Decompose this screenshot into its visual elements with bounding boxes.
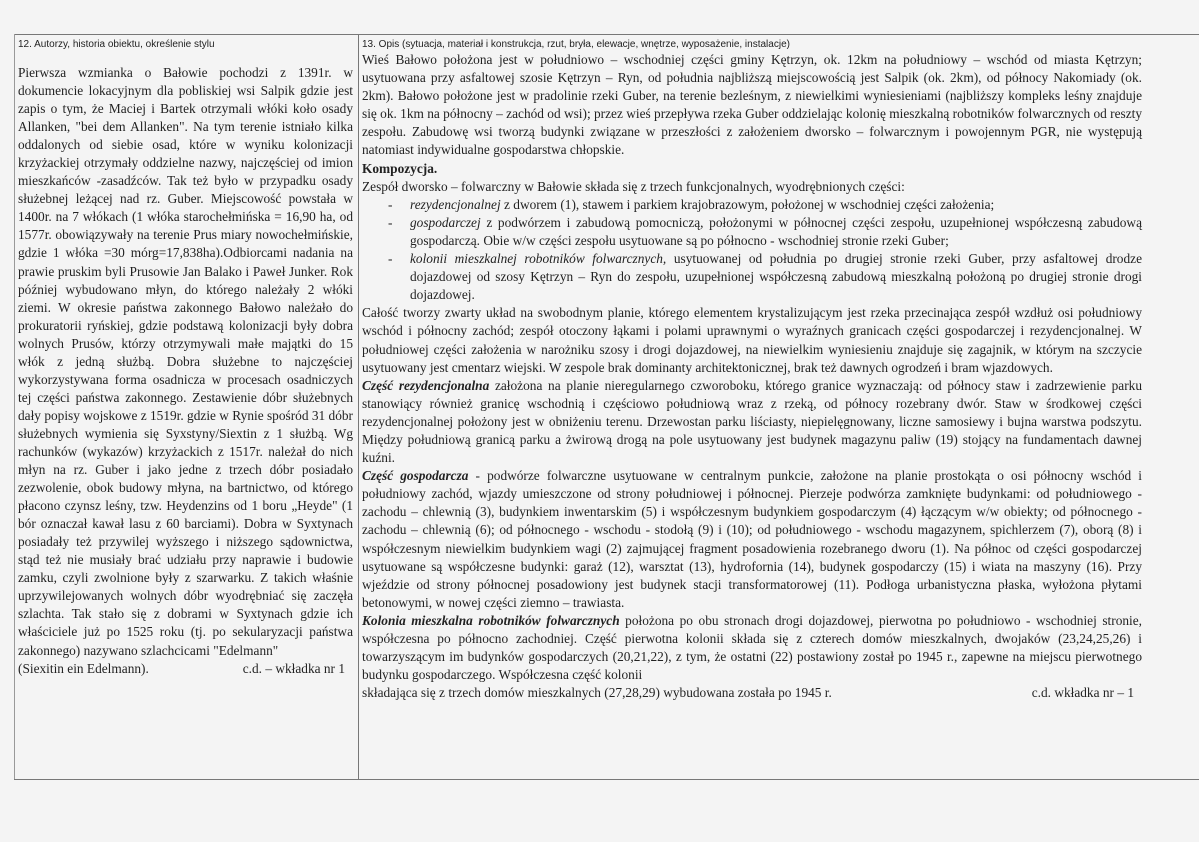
list-term: gospodarczej <box>410 214 481 230</box>
history-paragraph: Pierwsza wzmianka o Bałowie pochodzi z 1391r. w dokumencie lokacyjnym dla pobliskiej wsi Salpik gdzie jest zapis o tym, że Maciej i Bartek otrzymali włóki koło osady Allanken, "bei dem Allanken". Na tym terenie istniało kilka oddalonych od siebie osad, które w wyniku kolonizacji krzyżackiej otrzymały oddzielne nazwy, najczęściej od imion mieszkańców -zasadźców. Tak też było w przypadku osady służebnej leżącej nad rz. Guber. Miejscowość powstała w 1400r. na 7 włókach (1 włóka starochełmińska = 16,90 ha, od 1577r. obowiązywały na terenie Prus miary nowochełmińskie, gdzie 1 włóka =30 mórg=17,838ha).Odbiorcami nadania na prawie pruskim byli Prusowie Jan Balako i Paweł Junker. Rok później wybudowano młyn, do którego należały 2 włóki ziemi. W okresie państwa zakonnego Bałowo należało do prokuratorii ryńskiej, gdzie podstawą kolonizacji były dobra wolnych Prusów, którzy otrzymywali małe majątki do 15 włók z jedną służbą. Dobra służebne to najczęściej wykorzystywana forma osadnicza w procesach osadniczych tej części państwa zakonnego. Zestawienie dóbr służebnych dały popisy wojskowe z 1519r. gdzie w Rynie spośród 31 dóbr służebnych wymienia się Syxstyny/Siextin z 1 służbą. Wg rachunków (wykazów) krzyżackich z 1517r. należał do nich młyn na rz. Guber i jako jedne z trzech dóbr posiadało zezwolenie, obok budowy młyna, na bartnictwo, od którego płacono czynsz leśny, tzw. Heydenzins od 1 boru „Heyde" (1 bór oznaczał kawał lasu z 60 barciami). Dobra w Syxtynach posiadały też przywilej wyższego i niższego sądownictwa, stąd też nie musiały brać udziału przy naprawie i budowie zamku, czyli zwolnione były z szarwarku. Z takich właśnie uprzywilejowanych wolnych dóbr wyodrębniać się zaczęła szlachta. Tak stało się z dobrami w Syxtynach gdzie ich właściciele już po 1525 roku (tj. po sekularyzacji państwa zakonnego) nazywano szlachcicami "Edelmann" <box>18 65 353 658</box>
list-text: z podwórzem i zabudową pomocniczą, położonymi w północnej części zespołu, uzupełnionej współczesną zabudową gospodarczą. Obie w/w części zespołu usytuowane są po północno - wschodniej stronie rzeki Guber; <box>410 214 1142 248</box>
composition-heading: Kompozycja. <box>362 160 438 176</box>
history-column <box>18 64 353 678</box>
section-13-header: 13. Opis (sytuacja, materiał i konstrukcja, rzut, bryła, elewacje, wnętrze, wyposażenie, instalacje) <box>362 39 790 50</box>
list-dash: - <box>388 251 393 267</box>
composition-intro: Zespół dworsko – folwarczny w Bałowie składa się z trzech funkcjonalnych, wyodrębnionych części: <box>362 178 905 194</box>
list-text: usytuowanej od południa po drugiej stronie rzeki Guber, przy asfaltowej drodze dojazdowej od szosy Kętrzyn – Ryn do zespołu, uzupełnionej współczesną zabudową mieszkalną położoną po drugiej stronie drogi dojazdowej. <box>410 251 1142 303</box>
section-12-header: 12. Autorzy, historia obiektu, określenie stylu <box>18 39 215 50</box>
residential-text: założona na planie nieregularnego czworoboku, którego granice wyznaczają: od północy staw i zadrzewienie parku stanowiący również granicę wschodnią i częściowo południową wraz z rzeką, od północy rozebrany dwór. Staw w środkowej części rezydencjonalnej położony jest w obniżeniu terenu. Drzewostan parku liściasty, niepielęgnowany, liczne samosiewy i bujna warstwa podszytu. Między południową granicą parku a żwirową drogą na pole usytuowany jest budynek magazynu paliw (19) stojący na fundamentach dawnej kuźni. <box>362 377 1142 466</box>
list-item <box>362 196 1142 214</box>
economic-paragraph <box>362 467 1142 612</box>
list-term: rezydencjonalnej <box>410 196 501 212</box>
list-item <box>362 214 1142 250</box>
parts-list <box>362 196 1142 305</box>
whole-paragraph: Całość tworzy zwarty układ na swobodnym planie, którego elementem krystalizującym jest rzeka przecinająca zespół wzdłuż osi południowy wschód i północny zachód; zespół otoczony łąkami i polami uprawnymi o wyraźnych granicach części gospodarczej i rezydencjonalnej. W południowej części założenia w narożniku szosy i drogi dojazdowej, na niewielkim wyniesieniu znajduje się zagajnik, w którym na szczycie usytuowany jest cmentarz wiejski. W zespole brak dominanty architektonicznej, brak też dawnych ogrodzeń i bram wjazdowych. <box>362 305 1142 375</box>
list-dash: - <box>388 196 393 212</box>
economic-term: Część gospodarcza <box>362 468 469 484</box>
residential-term: Część rezydencjonalna <box>362 377 490 393</box>
left-border <box>14 34 15 780</box>
colony-text: położona po obu stronach drogi dojazdowej, pierwotna po południowo - wschodniej stronie, współczesna po północno zachodniej. Część pierwotna kolonii składa się z czterech domów mieszkalnych, dwojaków (23,24,25,26) i towarzyszącym im budynków gospodarczych (20,21,22), z tym, że ostatni (22) postawiony został po 1945 r., zapewne na miejscu pierwotnego budynku gospodarczego. Współczesna część kolonii <box>362 612 1143 683</box>
colony-term: Kolonia mieszkalna robotników folwarcznych <box>362 612 620 628</box>
list-text: z dworem (1), stawem i parkiem krajobrazowym, położonej w wschodniej części założenia; <box>500 196 995 212</box>
list-term: kolonii mieszkalnej robotników folwarcznych, <box>410 251 667 267</box>
history-footer <box>18 660 353 678</box>
colony-paragraph <box>362 612 1142 684</box>
description-continuation: c.d. wkładka nr – 1 <box>1031 685 1134 701</box>
history-last-line: (Siexitin ein Edelmann). <box>18 660 149 676</box>
list-dash: - <box>388 214 393 230</box>
colony-last-line: składająca się z trzech domów mieszkalnych (27,28,29) wybudowana została po 1945 r. <box>362 685 832 701</box>
residential-paragraph <box>362 377 1142 467</box>
description-column <box>362 51 1142 702</box>
list-item <box>362 250 1142 304</box>
column-divider <box>358 34 359 780</box>
bottom-border <box>14 779 1199 780</box>
history-continuation: c.d. – wkładka nr 1 <box>242 660 345 676</box>
description-footer <box>362 684 1142 702</box>
economic-text: - podwórze folwarczne usytuowane w centralnym punkcie, założone na planie prostokąta o osi północny wschód i południowy zachód, wjazdy umieszczone od strony południowej i północnej. Pierzeje podwórza zamknięte budynkami: od południowego - zachodu – chlewnią (3), budynkiem inwentarskim (5) i współczesnym budynkiem gospodarczym (4) łączącym w/w obiekty; od północnego - zachodu – chlewnią (6); od północnego - wschodu - stodołą (9) i (10); od południowego - wschodu magazynem, spichlerzem (7), oborą (8) i współczesnym niewielkim budynkiem wagi (2) zajmującej fragment posadowienia rozebranego dworu (1). Na północ od części gospodarczej usytuowane są współczesne budynki: garaż (12), warsztat (13), hydrofornia (14), budynek gospodarczy (15) i wiata na maszyny (16). Przy wjeździe od strony północnej posadowiony jest budynek stacji transformatorowej (11). Podłoga urbanistyczna płaska, wyłożona płytami betonowymi, w nowej części ziemno – trawiasta. <box>362 468 1143 610</box>
location-paragraph: Wieś Bałowo położona jest w południowo – wschodniej części gminy Kętrzyn, ok. 12km na południowy – wschód od miasta Kętrzyn; usytuowana przy asfaltowej szosie Kętrzyn – Ryn, od południa najbliższą miejscowością jest Salpik (ok. 2km), od północy Nakomiady (ok. 2km). Bałowo położone jest w pradolinie rzeki Guber, na terenie bezleśnym, z niewielkimi wyniesieniami (najbliższy kompleks leśny znajduje się ok. 1km na północny – zachód od wsi); przez wieś przepływa rzeka Guber oddzielając kolonię mieszkalną robotników folwarcznych od reszty zespołu. Zabudowę wsi tworzą budynki związane w przeszłości z założeniem dworsko – folwarcznym i powojennym PGR, nie występują natomiast indywidualne gospodarstwa chłopskie. <box>362 52 1142 158</box>
